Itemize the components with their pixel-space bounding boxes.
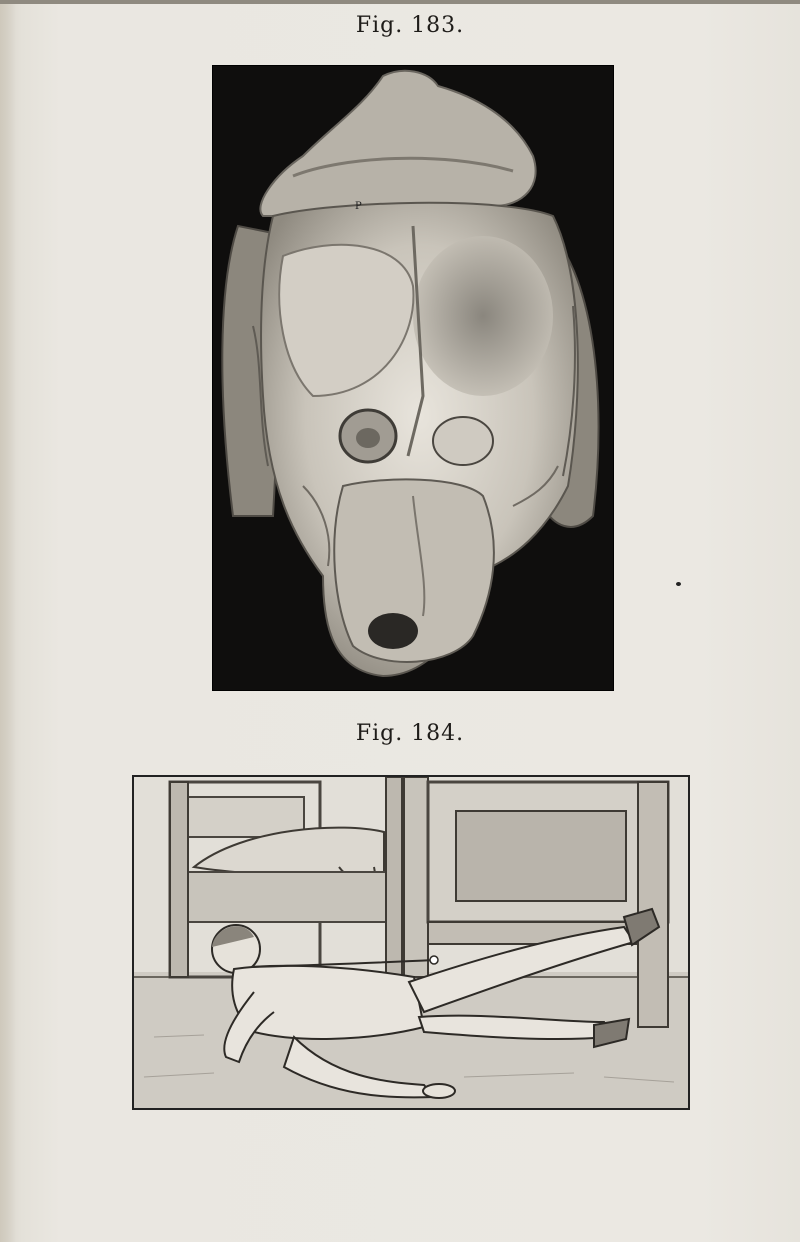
figure-183-plate	[212, 65, 614, 691]
page-top-edge	[0, 0, 800, 4]
man-lying-by-bed-illustration-icon	[134, 777, 688, 1108]
figure-184-plate	[132, 775, 690, 1110]
specimen-photograph-icon	[213, 66, 613, 690]
page-binding-edge	[0, 0, 16, 1242]
figure-184-caption: Fig. 184.	[355, 721, 465, 746]
paper-speck	[676, 582, 681, 586]
plate-marker-p: P	[355, 201, 362, 212]
figure-183-caption: Fig. 183.	[355, 13, 465, 38]
